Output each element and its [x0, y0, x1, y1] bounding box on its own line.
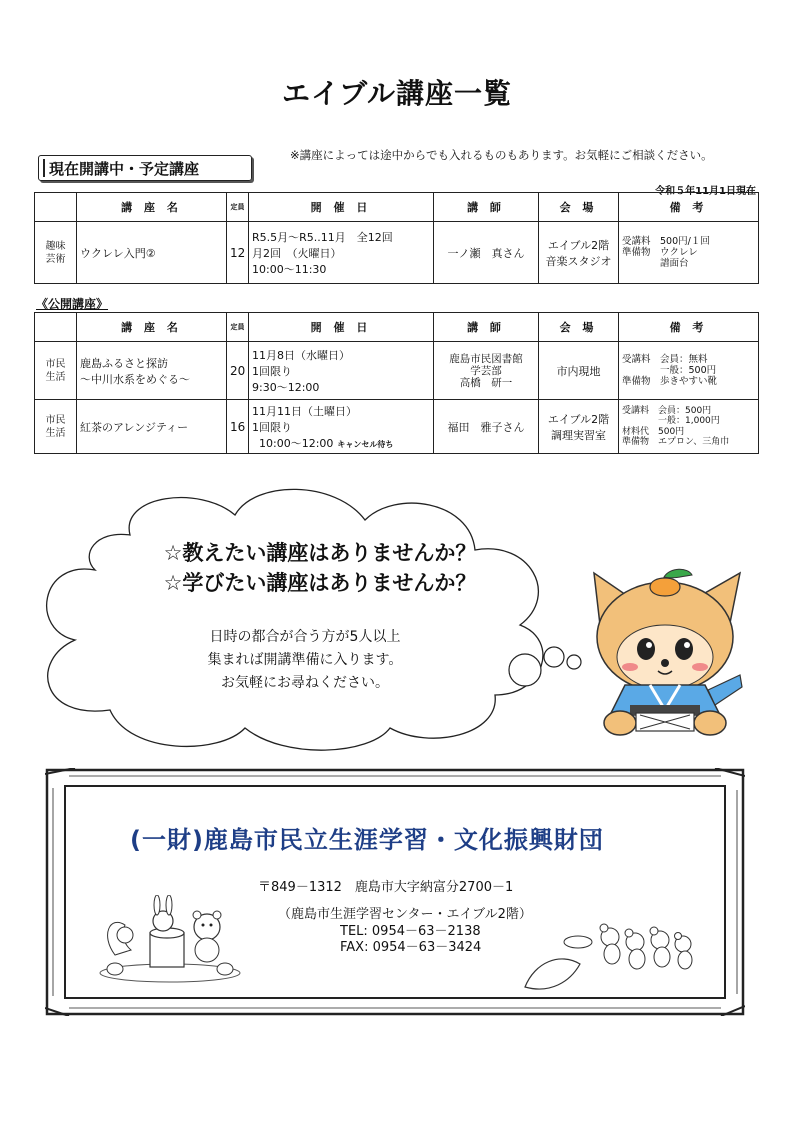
header-venue: 会 場 [539, 193, 619, 222]
table-row [35, 222, 759, 284]
notice-text: ※講座によっては途中からでも入れるものもあります。お気軽にご相談ください。 [290, 148, 713, 162]
capacity-cell: 16 [227, 400, 249, 454]
table-header-row [35, 313, 759, 342]
instructor-cell: 鹿島市民図書館 学芸部 高橋 研一 [434, 342, 539, 400]
section-label: 現在開講中・予定講座 [38, 155, 252, 181]
course-name-cell: 鹿島ふるさと探訪 ～中川水系をめぐる～ [77, 342, 227, 400]
page-title: エイブル講座一覧 [281, 77, 513, 110]
header-capacity: 定員 [227, 313, 249, 342]
contact-block [340, 924, 530, 956]
category-cell: 市民 生活 [35, 400, 77, 454]
dates-cell: 11月8日（水曜日） 1回限り 9:30～12:00 [249, 342, 434, 400]
dates-cell: 11月11日（土曜日） 1回限り 10:00～12:00 キャンセル待ち [249, 400, 434, 454]
header-name: 講 座 名 [77, 313, 227, 342]
category-cell: 趣味 芸術 [35, 222, 77, 284]
header-remarks: 備 考 [619, 193, 759, 222]
venue-cell: エイブル2階 音楽スタジオ [539, 222, 619, 284]
header-remarks: 備 考 [619, 313, 759, 342]
instructor-cell: 福田 雅子さん [434, 400, 539, 454]
cloud-line-learn: ☆学びたい講座はありませんか？ [163, 571, 477, 595]
capacity-cell: 20 [227, 342, 249, 400]
remarks-cell: 受講料 会員：500円 一般：1,000円 材料代 500円 準備物 エプロン、三角巾 [619, 400, 759, 454]
tel-number: TEL: 0954－63－2138 [340, 924, 481, 939]
as-of-date: 令和５年11月1日現在 [655, 186, 756, 197]
cloud-shape [47, 489, 543, 750]
mice-illustration-right [520, 912, 700, 997]
address-text: 〒849－1312 鹿島市大字納富分2700－1 [258, 880, 514, 895]
building-text: （鹿島市生涯学習センター・エイブル2階） [278, 907, 532, 922]
course-name-cell: 紅茶のアレンジティー [77, 400, 227, 454]
cloud-line-3: 日時の都合が合う方が5人以上 [209, 629, 401, 645]
fax-number: FAX: 0954－63－3424 [340, 940, 482, 955]
header-capacity: 定員 [227, 193, 249, 222]
animals-illustration-left [95, 895, 245, 985]
capacity-cell: 12 [227, 222, 249, 284]
category-cell: 市民 生活 [35, 342, 77, 400]
header-instructor: 講 師 [434, 193, 539, 222]
header-venue: 会 場 [539, 313, 619, 342]
header-name: 講 座 名 [77, 193, 227, 222]
course-name-cell: ウクレレ入門② [77, 222, 227, 284]
public-courses-heading: 《公開講座》 [36, 297, 109, 311]
table-header-row [35, 193, 759, 222]
current-courses-table [34, 192, 759, 284]
venue-cell: 市内現地 [539, 342, 619, 400]
venue-cell: エイブル2階 調理実習室 [539, 400, 619, 454]
table-row [35, 342, 759, 400]
remarks-cell: 受講料 会員：無料 一般：500円 準備物 歩きやすい靴 [619, 342, 759, 400]
status-badge: キャンセル待ち [337, 439, 394, 449]
header-category [35, 313, 77, 342]
header-dates: 開 催 日 [249, 193, 434, 222]
cloud-line-teach: ☆教えたい講座はありませんか？ [163, 541, 477, 565]
table-row [35, 400, 759, 454]
mascot-illustration [580, 565, 750, 740]
cloud-line-5: お気軽にお尋ねください。 [221, 675, 389, 691]
header-category [35, 193, 77, 222]
public-courses-table [34, 312, 759, 454]
foundation-name: (一財)鹿島市民立生涯学習・文化振興財団 [130, 826, 604, 854]
cloud-line-4: 集まれば開講準備に入ります。 [207, 652, 403, 668]
header-dates: 開 催 日 [249, 313, 434, 342]
header-instructor: 講 師 [434, 313, 539, 342]
remarks-cell: 受講料 500円/１回 準備物 ウクレレ 譜面台 [619, 222, 759, 284]
dates-cell: R5.5月～R5..11月 全12回 月2回 （火曜日） 10:00～11:30 [249, 222, 434, 284]
instructor-cell: 一ノ瀬 真さん [434, 222, 539, 284]
